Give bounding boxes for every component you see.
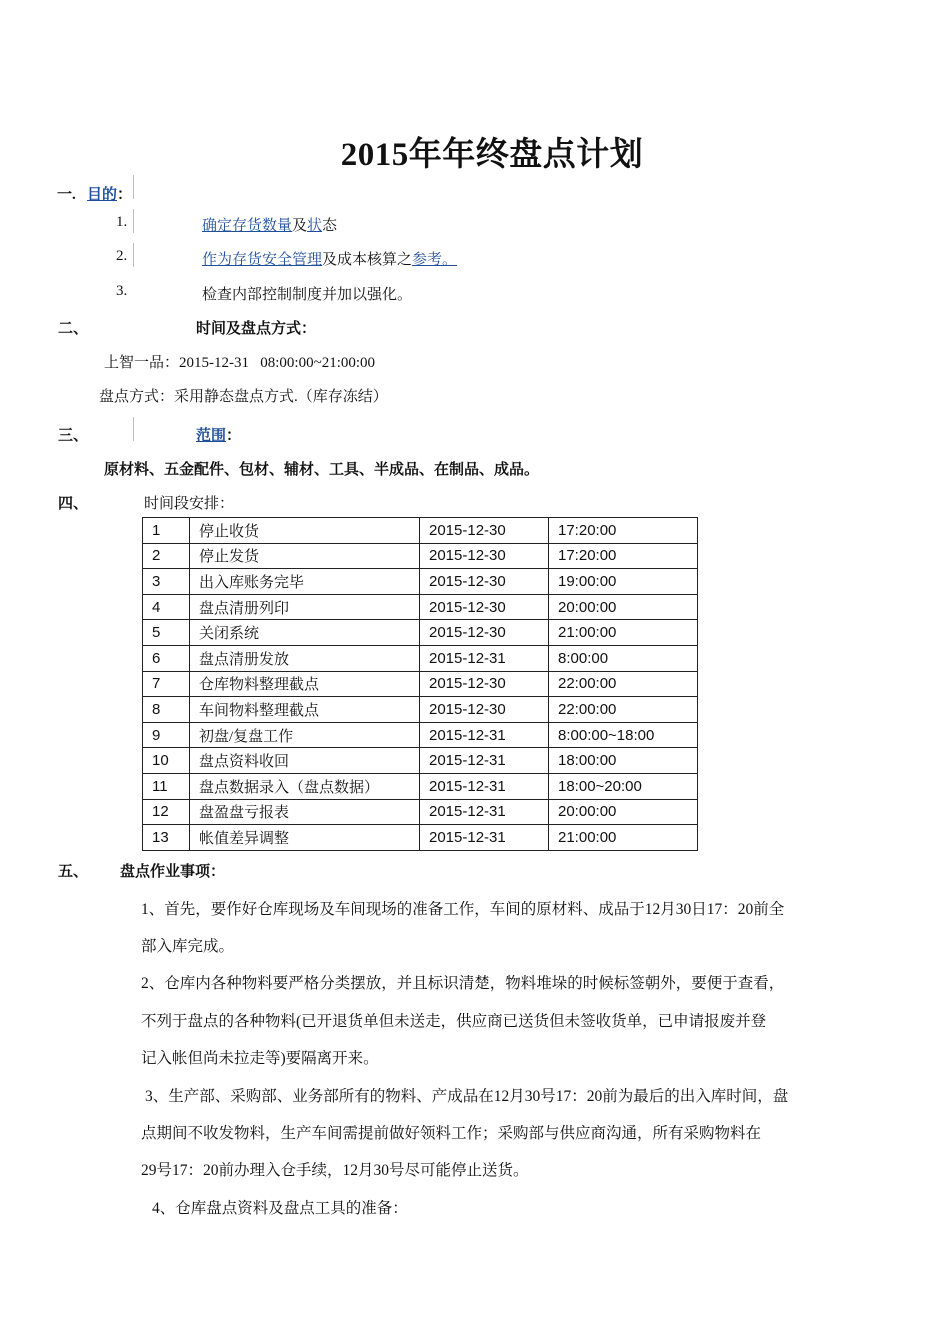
row-time: 18:00:00	[549, 748, 698, 774]
row-item: 停止发货	[190, 543, 420, 569]
row-number: 12	[143, 799, 190, 825]
row-number: 8	[143, 697, 190, 723]
s2-time-range: 08:00:00~21:00:00	[260, 355, 376, 371]
row-item: 盘点清册发放	[190, 645, 420, 671]
row-number: 10	[143, 748, 190, 774]
s1-item-2-text-b: 及成本核算之	[322, 252, 413, 268]
row-time: 19:00:00	[549, 569, 698, 595]
section-5-number: 五、	[58, 864, 89, 880]
inventory-safety-link[interactable]: 作为存货安全管理	[202, 252, 323, 268]
section-3-colon: ：	[226, 428, 242, 444]
row-number: 7	[143, 671, 190, 697]
section-4-number: 四、	[58, 496, 89, 512]
section-2-number: 二、	[58, 321, 89, 337]
row-date: 2015-12-30	[420, 594, 549, 620]
page-title: 2015年年终盘点计划	[340, 137, 644, 173]
s5-line-1: 1、首先，要作好仓库现场及车间现场的准备工作，车间的原材料、成品于12月30日17：20前全	[141, 901, 785, 918]
row-number: 2	[143, 543, 190, 569]
row-item: 出入库账务完毕	[190, 569, 420, 595]
s1-item-1-text-b: 及	[292, 218, 308, 234]
row-time: 18:00~20:00	[549, 773, 698, 799]
table-row	[143, 671, 698, 697]
row-item: 停止收货	[190, 518, 420, 544]
row-date: 2015-12-30	[420, 543, 549, 569]
scope-link[interactable]: 范围	[196, 428, 227, 444]
table-row	[143, 773, 698, 799]
status-link[interactable]: 状	[307, 218, 323, 234]
row-date: 2015-12-31	[420, 722, 549, 748]
s5-line-6: 3、生产部、采购部、业务部所有的物料、产成品在12月30号17：20前为最后的出入库时间，盘	[145, 1088, 789, 1105]
row-date: 2015-12-31	[420, 799, 549, 825]
text-cursor-bar	[133, 209, 134, 233]
s2-time-line	[104, 351, 375, 372]
reference-link[interactable]: 参考。	[412, 252, 458, 268]
s5-line-4: 不列于盘点的各种物料(已开退货单但未送走，供应商已送货但未签收货单，已申请报废并登	[141, 1013, 767, 1030]
section-1-heading	[87, 183, 132, 204]
row-item: 盘点数据录入（盘点数据）	[190, 773, 420, 799]
row-date: 2015-12-30	[420, 671, 549, 697]
row-time: 17:20:00	[549, 518, 698, 544]
s1-item-1-number: 1.	[116, 214, 128, 230]
inventory-quantity-link[interactable]: 确定存货数量	[202, 218, 293, 234]
table-row	[143, 825, 698, 851]
row-time: 21:00:00	[549, 620, 698, 646]
table-row	[143, 518, 698, 544]
table-row	[143, 543, 698, 569]
s5-line-9: 4、仓库盘点资料及盘点工具的准备：	[152, 1200, 408, 1217]
section-1-number: 一.	[57, 187, 76, 203]
s3-content: 原材料、五金配件、包材、辅材、工具、半成品、在制品、成品。	[104, 462, 540, 478]
s2-method-line: 盘点方式：采用静态盘点方式.（库存冻结）	[99, 389, 388, 405]
s1-item-2-number: 2.	[116, 248, 128, 264]
row-date: 2015-12-31	[420, 748, 549, 774]
row-date: 2015-12-30	[420, 518, 549, 544]
row-number: 1	[143, 518, 190, 544]
s5-line-5: 记入帐但尚未拉走等)要隔离开来。	[141, 1050, 379, 1067]
s2-time-label: 上智一品：2015-12-31	[104, 355, 249, 371]
schedule-table	[142, 517, 698, 851]
table-row	[143, 697, 698, 723]
section-3-heading	[196, 424, 241, 445]
s1-item-2	[202, 248, 457, 269]
s5-line-2: 部入库完成。	[141, 938, 235, 955]
text-cursor-bar	[133, 417, 134, 441]
row-number: 9	[143, 722, 190, 748]
table-row	[143, 748, 698, 774]
section-3-number: 三、	[58, 428, 89, 444]
section-2-heading: 时间及盘点方式：	[196, 321, 317, 337]
row-time: 20:00:00	[549, 799, 698, 825]
row-item: 车间物料整理截点	[190, 697, 420, 723]
row-time: 20:00:00	[549, 594, 698, 620]
s5-line-7: 点期间不收发物料，生产车间需提前做好领料工作；采购部与供应商沟通，所有采购物料在	[141, 1125, 762, 1142]
table-row	[143, 799, 698, 825]
row-date: 2015-12-30	[420, 569, 549, 595]
section-1-colon: ：	[117, 187, 133, 203]
row-number: 3	[143, 569, 190, 595]
row-date: 2015-12-31	[420, 645, 549, 671]
s5-line-8: 29号17：20前办理入仓手续，12月30号尽可能停止送货。	[141, 1162, 529, 1179]
row-item: 盘点资料收回	[190, 748, 420, 774]
text-cursor-bar	[133, 175, 134, 199]
table-row	[143, 569, 698, 595]
table-row	[143, 620, 698, 646]
row-item: 盘盈盘亏报表	[190, 799, 420, 825]
table-row	[143, 594, 698, 620]
row-number: 6	[143, 645, 190, 671]
row-date: 2015-12-31	[420, 825, 549, 851]
row-item: 初盘/复盘工作	[190, 722, 420, 748]
row-item: 盘点清册列印	[190, 594, 420, 620]
row-date: 2015-12-30	[420, 697, 549, 723]
row-number: 13	[143, 825, 190, 851]
s5-line-3: 2、仓库内各种物料要严格分类摆放，并且标识清楚，物料堆垛的时候标签朝外，要便于查看，	[141, 975, 785, 992]
section-4-heading: 时间段安排：	[144, 496, 235, 512]
s1-item-1	[202, 214, 337, 235]
row-time: 21:00:00	[549, 825, 698, 851]
row-date: 2015-12-30	[420, 620, 549, 646]
row-date: 2015-12-31	[420, 773, 549, 799]
s1-item-1-text-d: 态	[322, 218, 338, 234]
row-item: 帐值差异调整	[190, 825, 420, 851]
text-cursor-bar	[133, 243, 134, 267]
row-number: 11	[143, 773, 190, 799]
s1-item-3: 检查内部控制制度并加以强化。	[202, 287, 413, 303]
table-row	[143, 645, 698, 671]
row-time: 22:00:00	[549, 671, 698, 697]
purpose-link[interactable]: 目的	[87, 187, 118, 203]
section-5-heading: 盘点作业事项：	[120, 864, 226, 880]
row-item: 仓库物料整理截点	[190, 671, 420, 697]
table-row	[143, 722, 698, 748]
row-item: 关闭系统	[190, 620, 420, 646]
row-number: 4	[143, 594, 190, 620]
row-time: 17:20:00	[549, 543, 698, 569]
row-time: 8:00:00~18:00	[549, 722, 698, 748]
row-time: 8:00:00	[549, 645, 698, 671]
s1-item-3-number: 3.	[116, 283, 128, 299]
row-time: 22:00:00	[549, 697, 698, 723]
row-number: 5	[143, 620, 190, 646]
